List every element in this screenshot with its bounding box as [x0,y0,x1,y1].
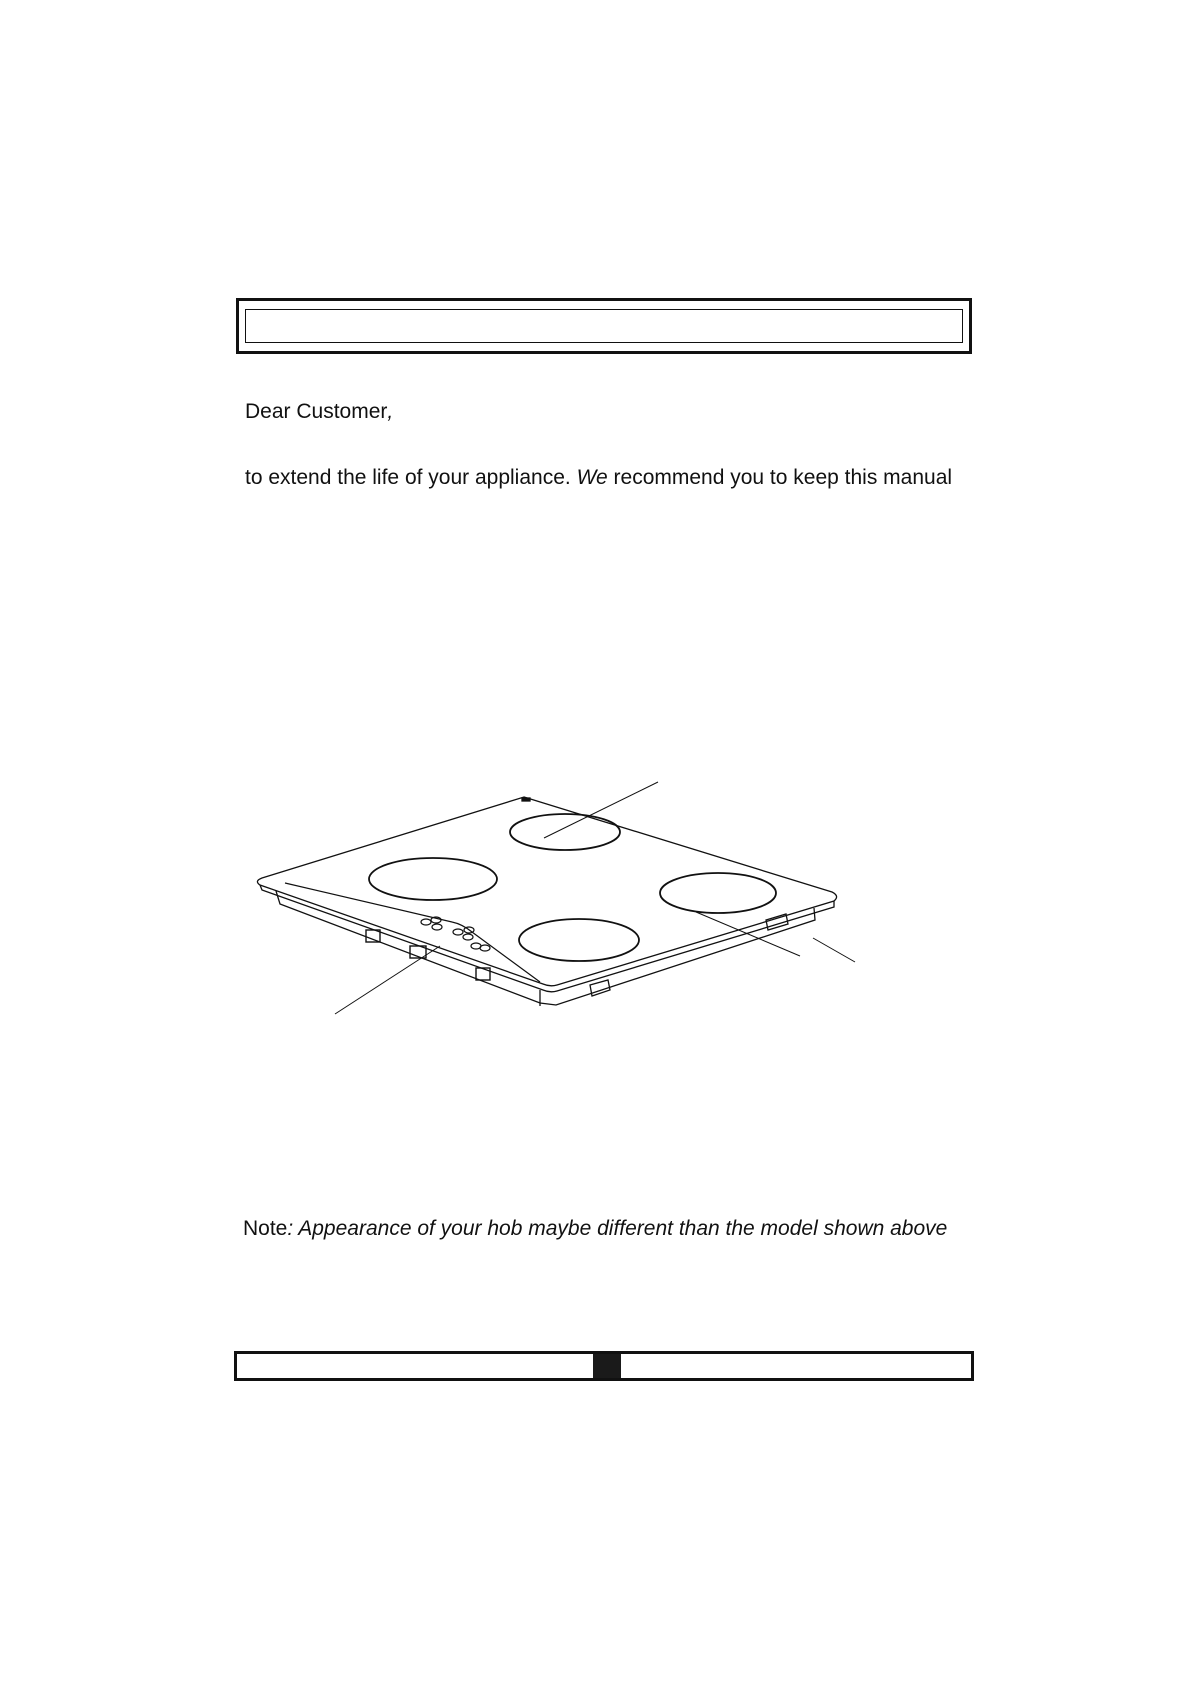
page-number-badge [593,1354,621,1378]
cooking-zone-front-right [660,873,776,913]
control-strip-line [285,883,540,982]
section-title-inner-frame [245,309,963,343]
cooking-zone-front-left [519,919,639,961]
hob-illustration [240,770,900,1040]
hob-glass-edge [260,885,834,992]
rear-mark [522,798,530,801]
salutation: Dear Customer, [245,400,394,423]
hob-body [276,891,815,1005]
touch-buttons [421,917,490,951]
intro-paragraph: to extend the life of your appliance. We recommend you to keep this manual [245,466,953,489]
digit-displays [366,930,490,980]
cooking-zone-rear-left [369,858,497,900]
footer-bar [234,1351,974,1381]
appearance-note: Note: Appearance of your hob maybe different than the model shown above [243,1217,948,1240]
cooking-zone-rear-right [510,814,620,850]
section-title-frame [236,298,972,354]
